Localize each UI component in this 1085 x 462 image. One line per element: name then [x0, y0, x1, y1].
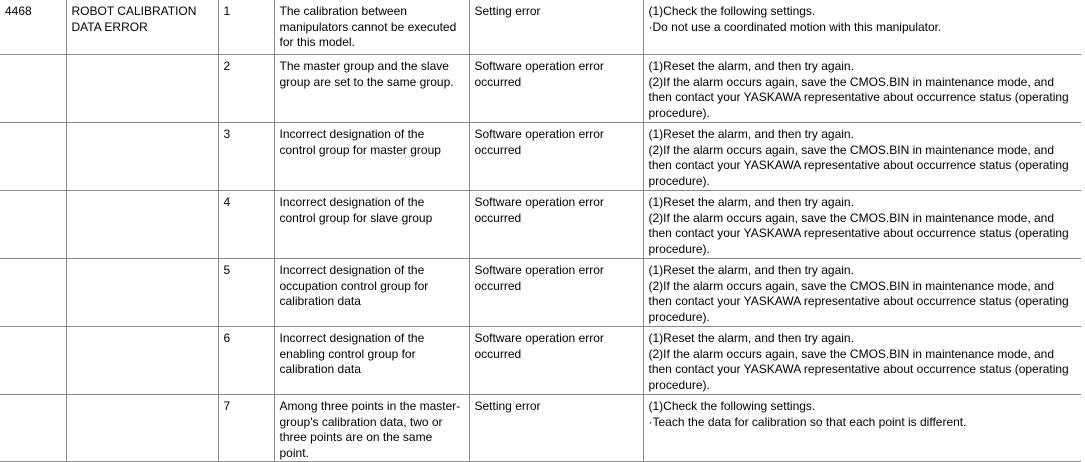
meaning: The master group and the slave group are set to the same group.	[274, 55, 469, 123]
remedy: (1)Reset the alarm, and then try again. (2)If the alarm occurs again, save the CMOS.BIN in maintenance mode, and then contact your YASKAWA representative about occurrence status (operating procedure).	[643, 123, 1081, 191]
alarm-code-empty	[0, 259, 66, 327]
meaning: Incorrect designation of the occupation control group for calibration data	[274, 259, 469, 327]
table-row	[0, 55, 1081, 123]
meaning: The calibration between manipulators cannot be executed for this model.	[274, 0, 469, 55]
table-row	[0, 123, 1081, 191]
alarm-code-empty	[0, 327, 66, 395]
meaning: Among three points in the master- group's calibration data, two or three points are on the same point.	[274, 395, 469, 462]
cause: Software operation error occurred	[469, 259, 643, 327]
table-row	[0, 327, 1081, 395]
cause: Setting error	[469, 395, 643, 462]
sub-code: 2	[218, 55, 274, 123]
table-row	[0, 395, 1081, 462]
table-row	[0, 259, 1081, 327]
meaning: Incorrect designation of the enabling control group for calibration data	[274, 327, 469, 395]
alarm-code: 4468	[0, 0, 66, 55]
alarm-code-empty	[0, 55, 66, 123]
meaning: Incorrect designation of the control group for master group	[274, 123, 469, 191]
sub-code: 7	[218, 395, 274, 462]
meaning: Incorrect designation of the control group for slave group	[274, 191, 469, 259]
alarm-name-empty	[66, 259, 218, 327]
alarm-code-empty	[0, 395, 66, 462]
cause: Software operation error occurred	[469, 55, 643, 123]
alarm-name-empty	[66, 191, 218, 259]
cause: Software operation error occurred	[469, 327, 643, 395]
remedy: (1)Reset the alarm, and then try again. (2)If the alarm occurs again, save the CMOS.BIN in maintenance mode, and then contact your YASKAWA representative about occurrence status (operating procedure).	[643, 259, 1081, 327]
remedy: (1)Reset the alarm, and then try again. (2)If the alarm occurs again, save the CMOS.BIN in maintenance mode, and then contact your YASKAWA representative about occurrence status (operating procedure).	[643, 191, 1081, 259]
table-row	[0, 0, 1081, 55]
cause: Software operation error occurred	[469, 191, 643, 259]
alarm-name: ROBOT CALIBRATION DATA ERROR	[66, 0, 218, 55]
remedy: (1)Reset the alarm, and then try again. (2)If the alarm occurs again, save the CMOS.BIN in maintenance mode, and then contact your YASKAWA representative about occurrence status (operating procedure).	[643, 55, 1081, 123]
alarm-name-empty	[66, 395, 218, 462]
cause: Setting error	[469, 0, 643, 55]
sub-code: 1	[218, 0, 274, 55]
alarm-name-empty	[66, 123, 218, 191]
cause: Software operation error occurred	[469, 123, 643, 191]
remedy: (1)Reset the alarm, and then try again. (2)If the alarm occurs again, save the CMOS.BIN in maintenance mode, and then contact your YASKAWA representative about occurrence status (operating procedure).	[643, 327, 1081, 395]
sub-code: 3	[218, 123, 274, 191]
alarm-name-empty	[66, 327, 218, 395]
sub-code: 4	[218, 191, 274, 259]
sub-code: 6	[218, 327, 274, 395]
alarm-code-empty	[0, 191, 66, 259]
remedy: (1)Check the following settings. ·Teach the data for calibration so that each point is different.	[643, 395, 1081, 462]
sub-code: 5	[218, 259, 274, 327]
remedy: (1)Check the following settings. ·Do not use a coordinated motion with this manipulator.	[643, 0, 1081, 55]
alarm-name-empty	[66, 55, 218, 123]
table-row	[0, 191, 1081, 259]
alarm-code-empty	[0, 123, 66, 191]
